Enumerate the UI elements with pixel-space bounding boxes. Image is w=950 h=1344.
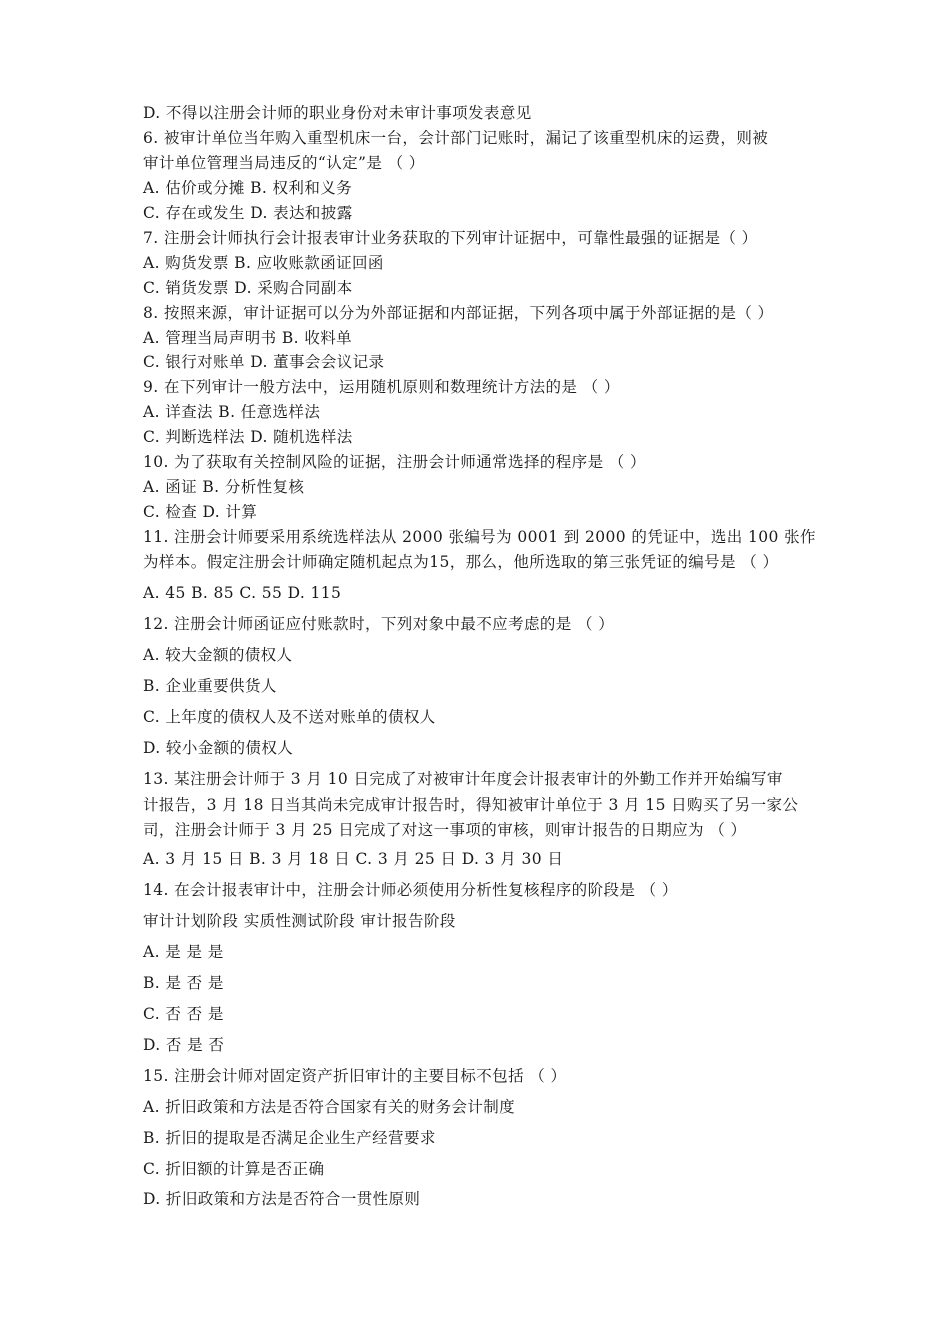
text-line: A. 函证 B. 分析性复核 (143, 478, 305, 496)
text-line: A. 45 B. 85 C. 55 D. 115 (143, 584, 342, 602)
text-line: 9. 在下列审计一般方法中，运用随机原则和数理统计方法的是 （ ） (143, 378, 620, 396)
text-line: 计报告，3 月 18 日当其尚未完成审计报告时，得知被审计单位于 3 月 15 日购买了另一家公 (143, 796, 799, 814)
text-line: A. 折旧政策和方法是否符合国家有关的财务会计制度 (143, 1098, 516, 1116)
text-line: 为样本。假定注册会计师确定随机起点为15，那么，他所选取的第三张凭证的编号是 （ ） (143, 553, 779, 571)
text-line: A. 管理当局声明书 B. 收料单 (143, 329, 353, 347)
text-line: A. 较大金额的债权人 (143, 646, 293, 664)
text-line: 12. 注册会计师函证应付账款时，下列对象中最不应考虑的是 （ ） (143, 615, 615, 633)
text-line: 7. 注册会计师执行会计报表审计业务获取的下列审计证据中，可靠性最强的证据是（ ） (143, 229, 758, 247)
text-line: B. 企业重要供货人 (143, 677, 277, 695)
text-line: 11. 注册会计师要采用系统选样法从 2000 张编号为 0001 到 2000 的凭证中，选出 100 张作 (143, 528, 816, 546)
text-line: C. 银行对账单 D. 董事会会议记录 (143, 353, 385, 371)
text-line: 审计计划阶段 实质性测试阶段 审计报告阶段 (143, 912, 456, 930)
text-line: 8. 按照来源，审计证据可以分为外部证据和内部证据，下列各项中属于外部证据的是（ ） (143, 304, 774, 322)
text-line: C. 上年度的债权人及不送对账单的债权人 (143, 708, 436, 726)
text-line: 司，注册会计师于 3 月 25 日完成了对这一事项的审核，则审计报告的日期应为 （ ） (143, 821, 747, 839)
text-line: C. 检查 D. 计算 (143, 503, 258, 521)
text-line: C. 否 否 是 (143, 1005, 224, 1023)
text-line: A. 估价或分摊 B. 权利和义务 (143, 179, 353, 197)
text-line: 15. 注册会计师对固定资产折旧审计的主要目标不包括 （ ） (143, 1067, 567, 1085)
text-line: A. 详查法 B. 任意选样法 (143, 403, 321, 421)
text-line: D. 较小金额的债权人 (143, 739, 294, 757)
text-line: C. 折旧额的计算是否正确 (143, 1160, 325, 1178)
text-line: 审计单位管理当局违反的“认定”是 （ ） (143, 154, 425, 172)
text-line: B. 是 否 是 (143, 974, 224, 992)
text-line: C. 存在或发生 D. 表达和披露 (143, 204, 353, 222)
text-line: 10. 为了获取有关控制风险的证据，注册会计师通常选择的程序是 （ ） (143, 453, 646, 471)
text-line: C. 判断选样法 D. 随机选样法 (143, 428, 353, 446)
text-line: B. 折旧的提取是否满足企业生产经营要求 (143, 1129, 436, 1147)
text-line: A. 3 月 15 日 B. 3 月 18 日 C. 3 月 25 日 D. 3 月 30 日 (143, 850, 564, 868)
text-line: 14. 在会计报表审计中，注册会计师必须使用分析性复核程序的阶段是 （ ） (143, 881, 678, 899)
text-line: D. 折旧政策和方法是否符合一贯性原则 (143, 1190, 421, 1208)
text-line: A. 购货发票 B. 应收账款函证回函 (143, 254, 384, 272)
text-line: D. 否 是 否 (143, 1036, 225, 1054)
text-line: D. 不得以注册会计师的职业身份对未审计事项发表意见 (143, 104, 532, 122)
text-line: 13. 某注册会计师于 3 月 10 日完成了对被审计年度会计报表审计的外勤工作并开始编写审 (143, 770, 783, 788)
text-line: A. 是 是 是 (143, 943, 224, 961)
text-line: C. 销货发票 D. 采购合同副本 (143, 279, 353, 297)
text-line: 6. 被审计单位当年购入重型机床一台，会计部门记账时，漏记了该重型机床的运费，则被 (143, 129, 769, 147)
